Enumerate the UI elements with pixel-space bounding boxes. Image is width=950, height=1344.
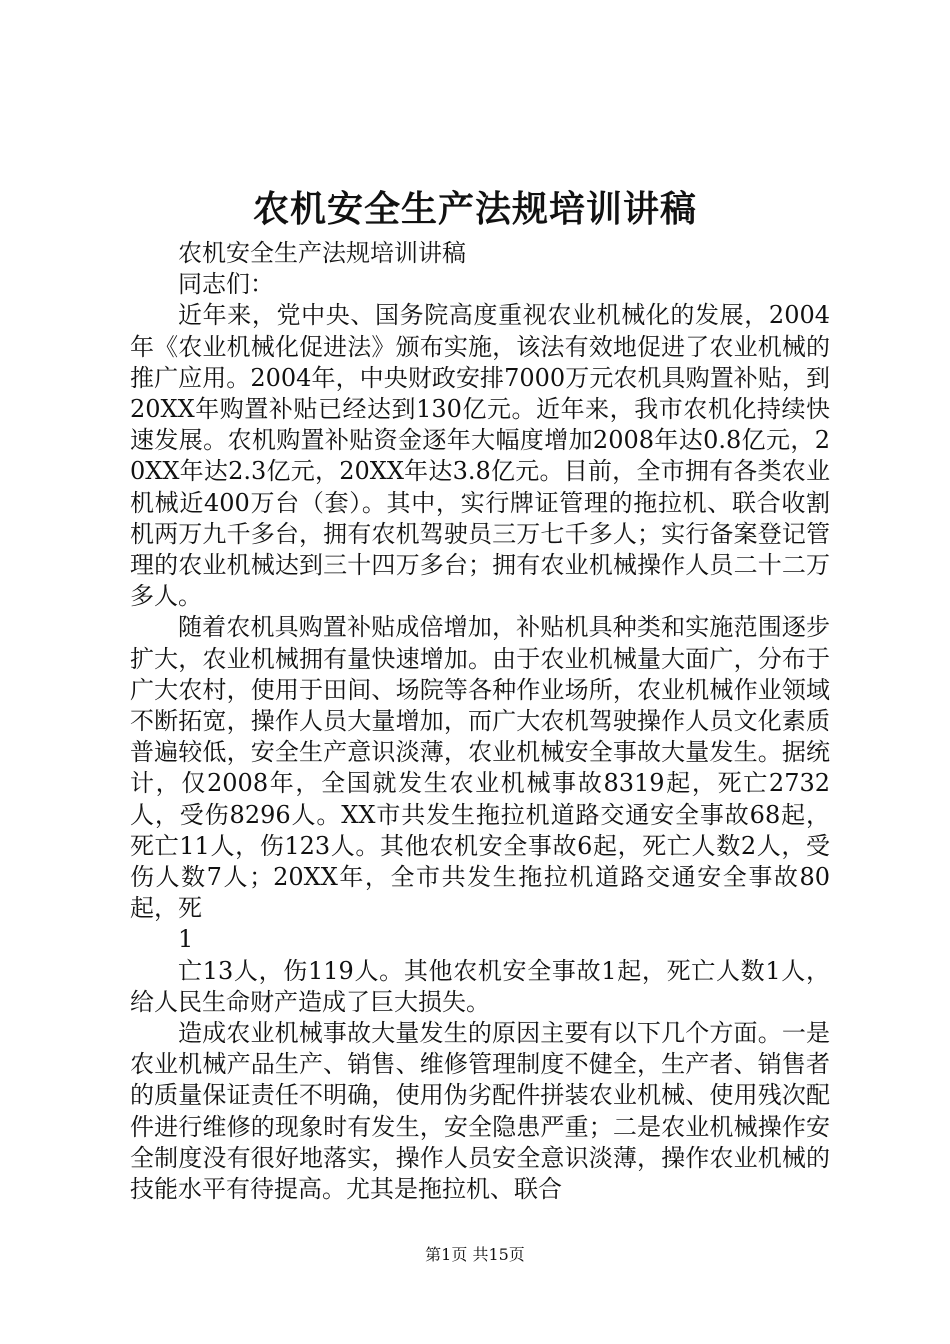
salutation: 同志们： <box>178 270 274 299</box>
page-marker: 1 <box>178 925 194 954</box>
paragraph-continuation: 亡13人，伤119人。其他农机安全事故1起，死亡人数1人，给人民生命财产造成了巨大损失。 <box>130 956 830 1016</box>
document-body <box>130 238 830 1205</box>
paragraph-2: 随着农机具购置补贴成倍增加，补贴机具种类和实施范围逐步扩大，农业机械拥有量快速增加。由于农业机械量大面广，分布于广大农村，使用于田间、场院等各种作业场所，农业机械作业领域不断拓宽，操作人员大量增加，而广大农机驾驶操作人员文化素质普遍较低，安全生产意识淡薄，农业机械安全事故大量发生。据统计，仅2008年，全国就发生农业机械事故8319起，死亡2732人，受伤8296人。XX市共发生拖拉机道路交通安全事故68起，死亡11人，伤123人。其他农机安全事故6起，死亡人数2人，受伤人数7人；20XX年，全市共发生拖拉机道路交通安全事故80起，死 <box>130 613 830 923</box>
paragraph-causes: 造成农业机械事故大量发生的原因主要有以下几个方面。一是农业机械产品生产、销售、维修管理制度不健全，生产者、销售者的质量保证责任不明确，使用伪劣配件拼装农业机械、使用残次配件进行维修的现象时有发生，安全隐患严重；二是农业机械操作安全制度没有很好地落实，操作人员安全意识淡薄，操作农业机械的技能水平有待提高。尤其是拖拉机、联合 <box>130 1019 830 1204</box>
document-subtitle: 农机安全生产法规培训讲稿 <box>178 239 466 267</box>
page-footer: 第1页 共15页 <box>425 1245 525 1264</box>
paragraph-1: 近年来，党中央、国务院高度重视农业机械化的发展，2004年《农业机械化促进法》颁布实施，该法有效地促进了农业机械的推广应用。2004年，中央财政安排7000万元农机具购置补贴，到20XX年购置补贴已经达到130亿元。近年来，我市农机化持续快速发展。农机购置补贴资金逐年大幅度增加2008年达0.8亿元，20XX年达2.3亿元，20XX年达3.8亿元。目前，全市拥有各类农业机械近400万台（套）。其中，实行牌证管理的拖拉机、联合收割机两万九千多台，拥有农机驾驶员三万七千多人；实行备案登记管理的农业机械达到三十四万多台；拥有农业机械操作人员二十二万多人。 <box>130 301 830 611</box>
document-title: 农机安全生产法规培训讲稿 <box>252 188 697 230</box>
